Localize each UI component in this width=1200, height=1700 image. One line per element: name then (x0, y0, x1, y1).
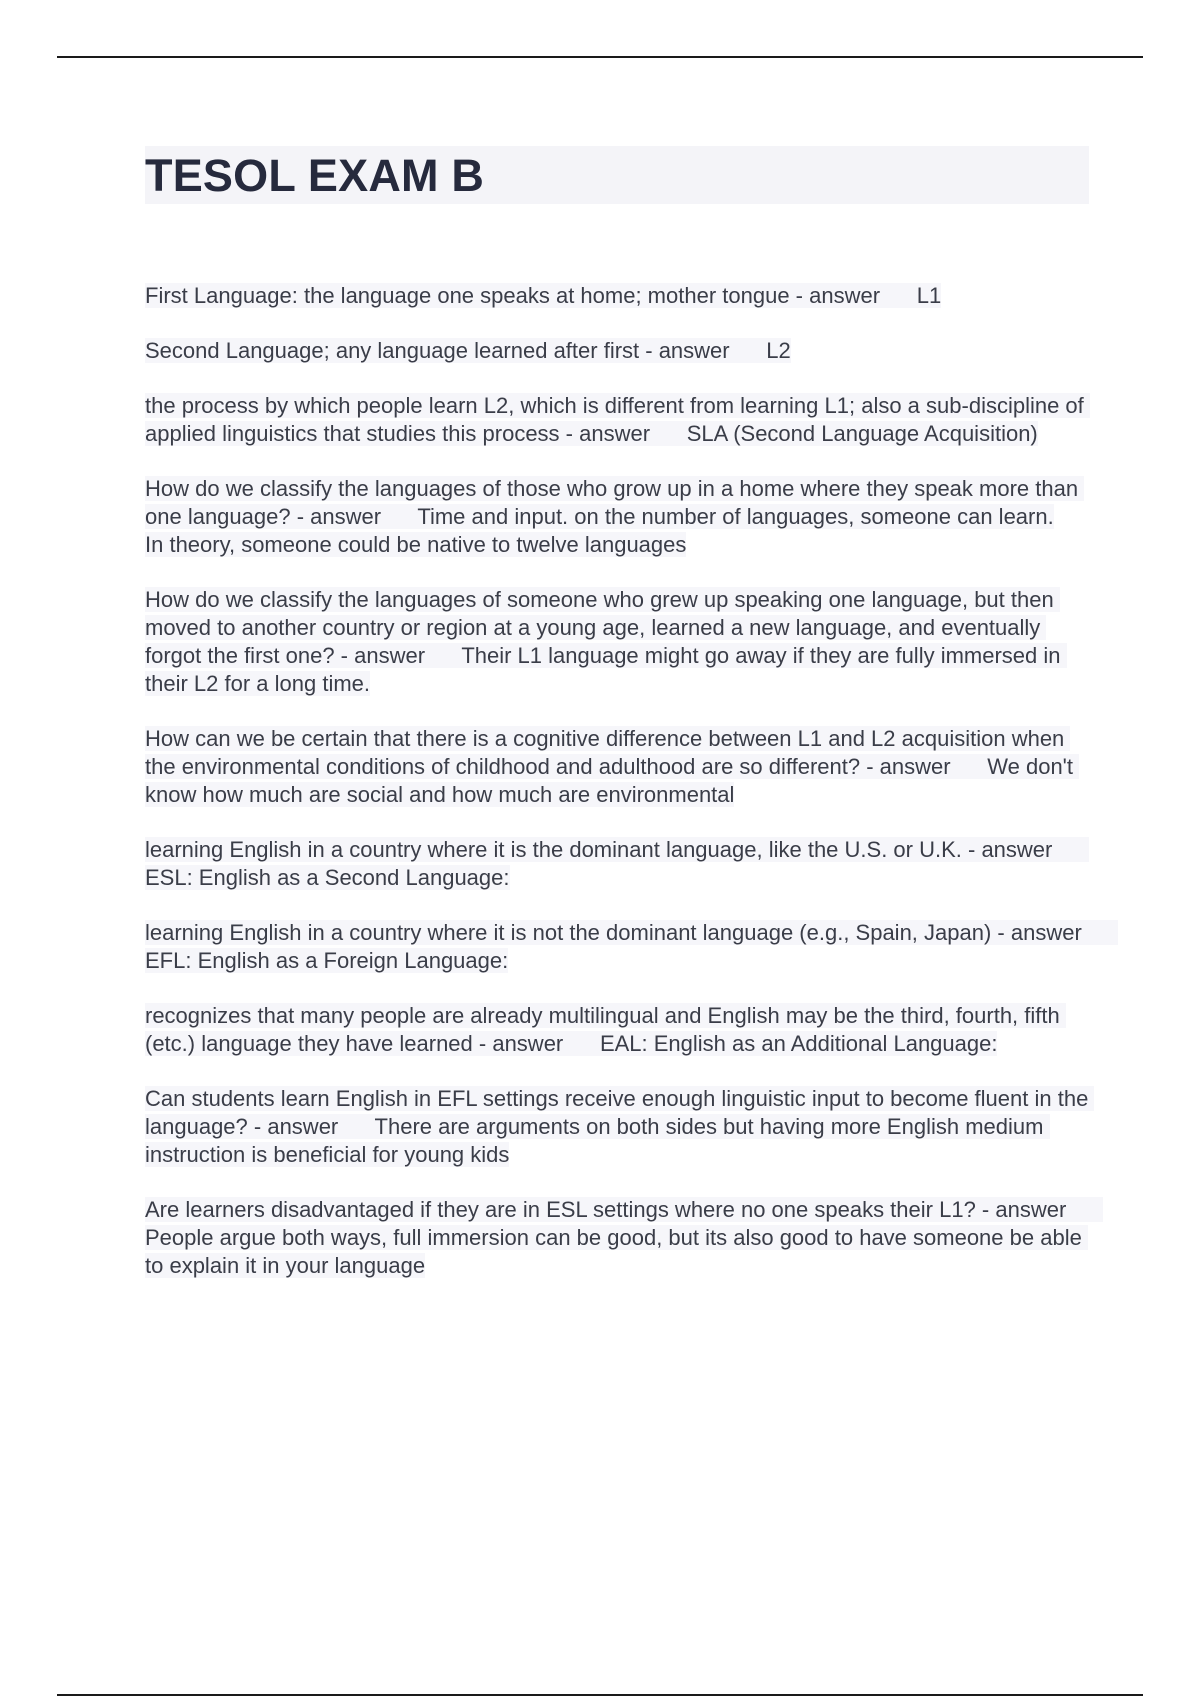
qa-answer: We don't know how much are social and how much are environmental (145, 754, 1080, 807)
qa-text (145, 1086, 1094, 1167)
document-body (145, 146, 1119, 1307)
qa-answer: Time and input. on the number of languages, someone can learn. In theory, someone could be native to twelve languages (145, 504, 1054, 557)
qa-question: the process by which people learn L2, which is different from learning L1; also a sub-discipline of applied linguistics that studies this process (145, 393, 1090, 446)
qa-item (145, 475, 1089, 559)
qa-text (145, 920, 1118, 973)
qa-answer: People argue both ways, full immersion can be good, but its also good to have someone be able to explain it in your language (145, 1225, 1088, 1278)
qa-answer: SLA (Second Language Acquisition) (686, 421, 1038, 446)
qa-item (145, 1002, 1089, 1058)
qa-item (145, 836, 1089, 892)
qa-item (145, 586, 1089, 698)
qa-item (145, 725, 1089, 809)
qa-text (145, 1197, 1103, 1278)
qa-question: learning English in a country where it is not the dominant language (e.g., Spain, Japan) (145, 920, 992, 945)
qa-answer: L2 (766, 338, 791, 363)
document-title: TESOL EXAM B (145, 150, 485, 201)
qa-answer: EFL: English as a Foreign Language: (145, 948, 509, 973)
answer-separator: - answer (860, 754, 988, 779)
qa-list (145, 282, 1119, 1280)
qa-item (145, 919, 1119, 975)
qa-question: learning English in a country where it is the dominant language, like the U.S. or U.K. (145, 837, 962, 862)
qa-item (145, 337, 1089, 365)
qa-text (145, 393, 1090, 446)
qa-answer: There are arguments on both sides but having more English medium instruction is beneficial for young kids (145, 1114, 1050, 1167)
qa-answer: ESL: English as a Second Language: (145, 865, 510, 890)
qa-question: How do we classify the languages of those who grow up in a home where they speak more than one language? (145, 476, 1085, 529)
answer-separator: - answer (247, 1114, 375, 1139)
qa-item (145, 1196, 1103, 1280)
answer-separator: - answer (789, 283, 917, 308)
qa-text (145, 1003, 1066, 1056)
answer-separator: - answer (472, 1031, 600, 1056)
qa-text (145, 837, 1089, 890)
qa-text (145, 338, 791, 363)
qa-item (145, 392, 1089, 448)
qa-answer: L1 (916, 283, 942, 308)
answer-separator: - answer (991, 920, 1119, 945)
answer-separator: - answer (639, 338, 767, 363)
qa-text (145, 587, 1067, 696)
top-rule (57, 56, 1143, 58)
answer-separator: - answer (334, 643, 462, 668)
qa-item (145, 1085, 1095, 1169)
qa-question: recognizes that many people are already multilingual and English may be the third, fourth, fifth (etc.) language they have learned (145, 1003, 1066, 1056)
title-band (145, 146, 1089, 204)
bottom-rule (57, 1694, 1143, 1696)
qa-question: Second Language; any language learned after first (145, 338, 640, 363)
qa-text (145, 476, 1084, 557)
answer-separator: - answer (975, 1197, 1103, 1222)
qa-text (145, 726, 1079, 807)
answer-separator: - answer (290, 504, 418, 529)
qa-text (145, 283, 941, 308)
qa-question: Can students learn English in EFL settings receive enough linguistic input to become fluent in the language? (145, 1086, 1095, 1139)
answer-separator: - answer (961, 837, 1090, 862)
qa-answer: Their L1 language might go away if they are fully immersed in their L2 for a long time. (145, 643, 1067, 696)
qa-question: First Language: the language one speaks at home; mother tongue (145, 283, 790, 308)
answer-separator: - answer (559, 421, 687, 446)
qa-answer: EAL: English as an Additional Language: (599, 1031, 998, 1056)
qa-question: Are learners disadvantaged if they are in ESL settings where no one speaks their L1? (145, 1197, 976, 1222)
qa-question: How can we be certain that there is a cognitive difference between L1 and L2 acquisition when the environmental conditions of childhood and adulthood are so different? (145, 726, 1071, 779)
qa-item (145, 282, 1089, 310)
qa-question: How do we classify the languages of someone who grew up speaking one language, but then moved to another country or region at a young age, learned a new language, and eventually forgot the first one? (145, 587, 1060, 668)
